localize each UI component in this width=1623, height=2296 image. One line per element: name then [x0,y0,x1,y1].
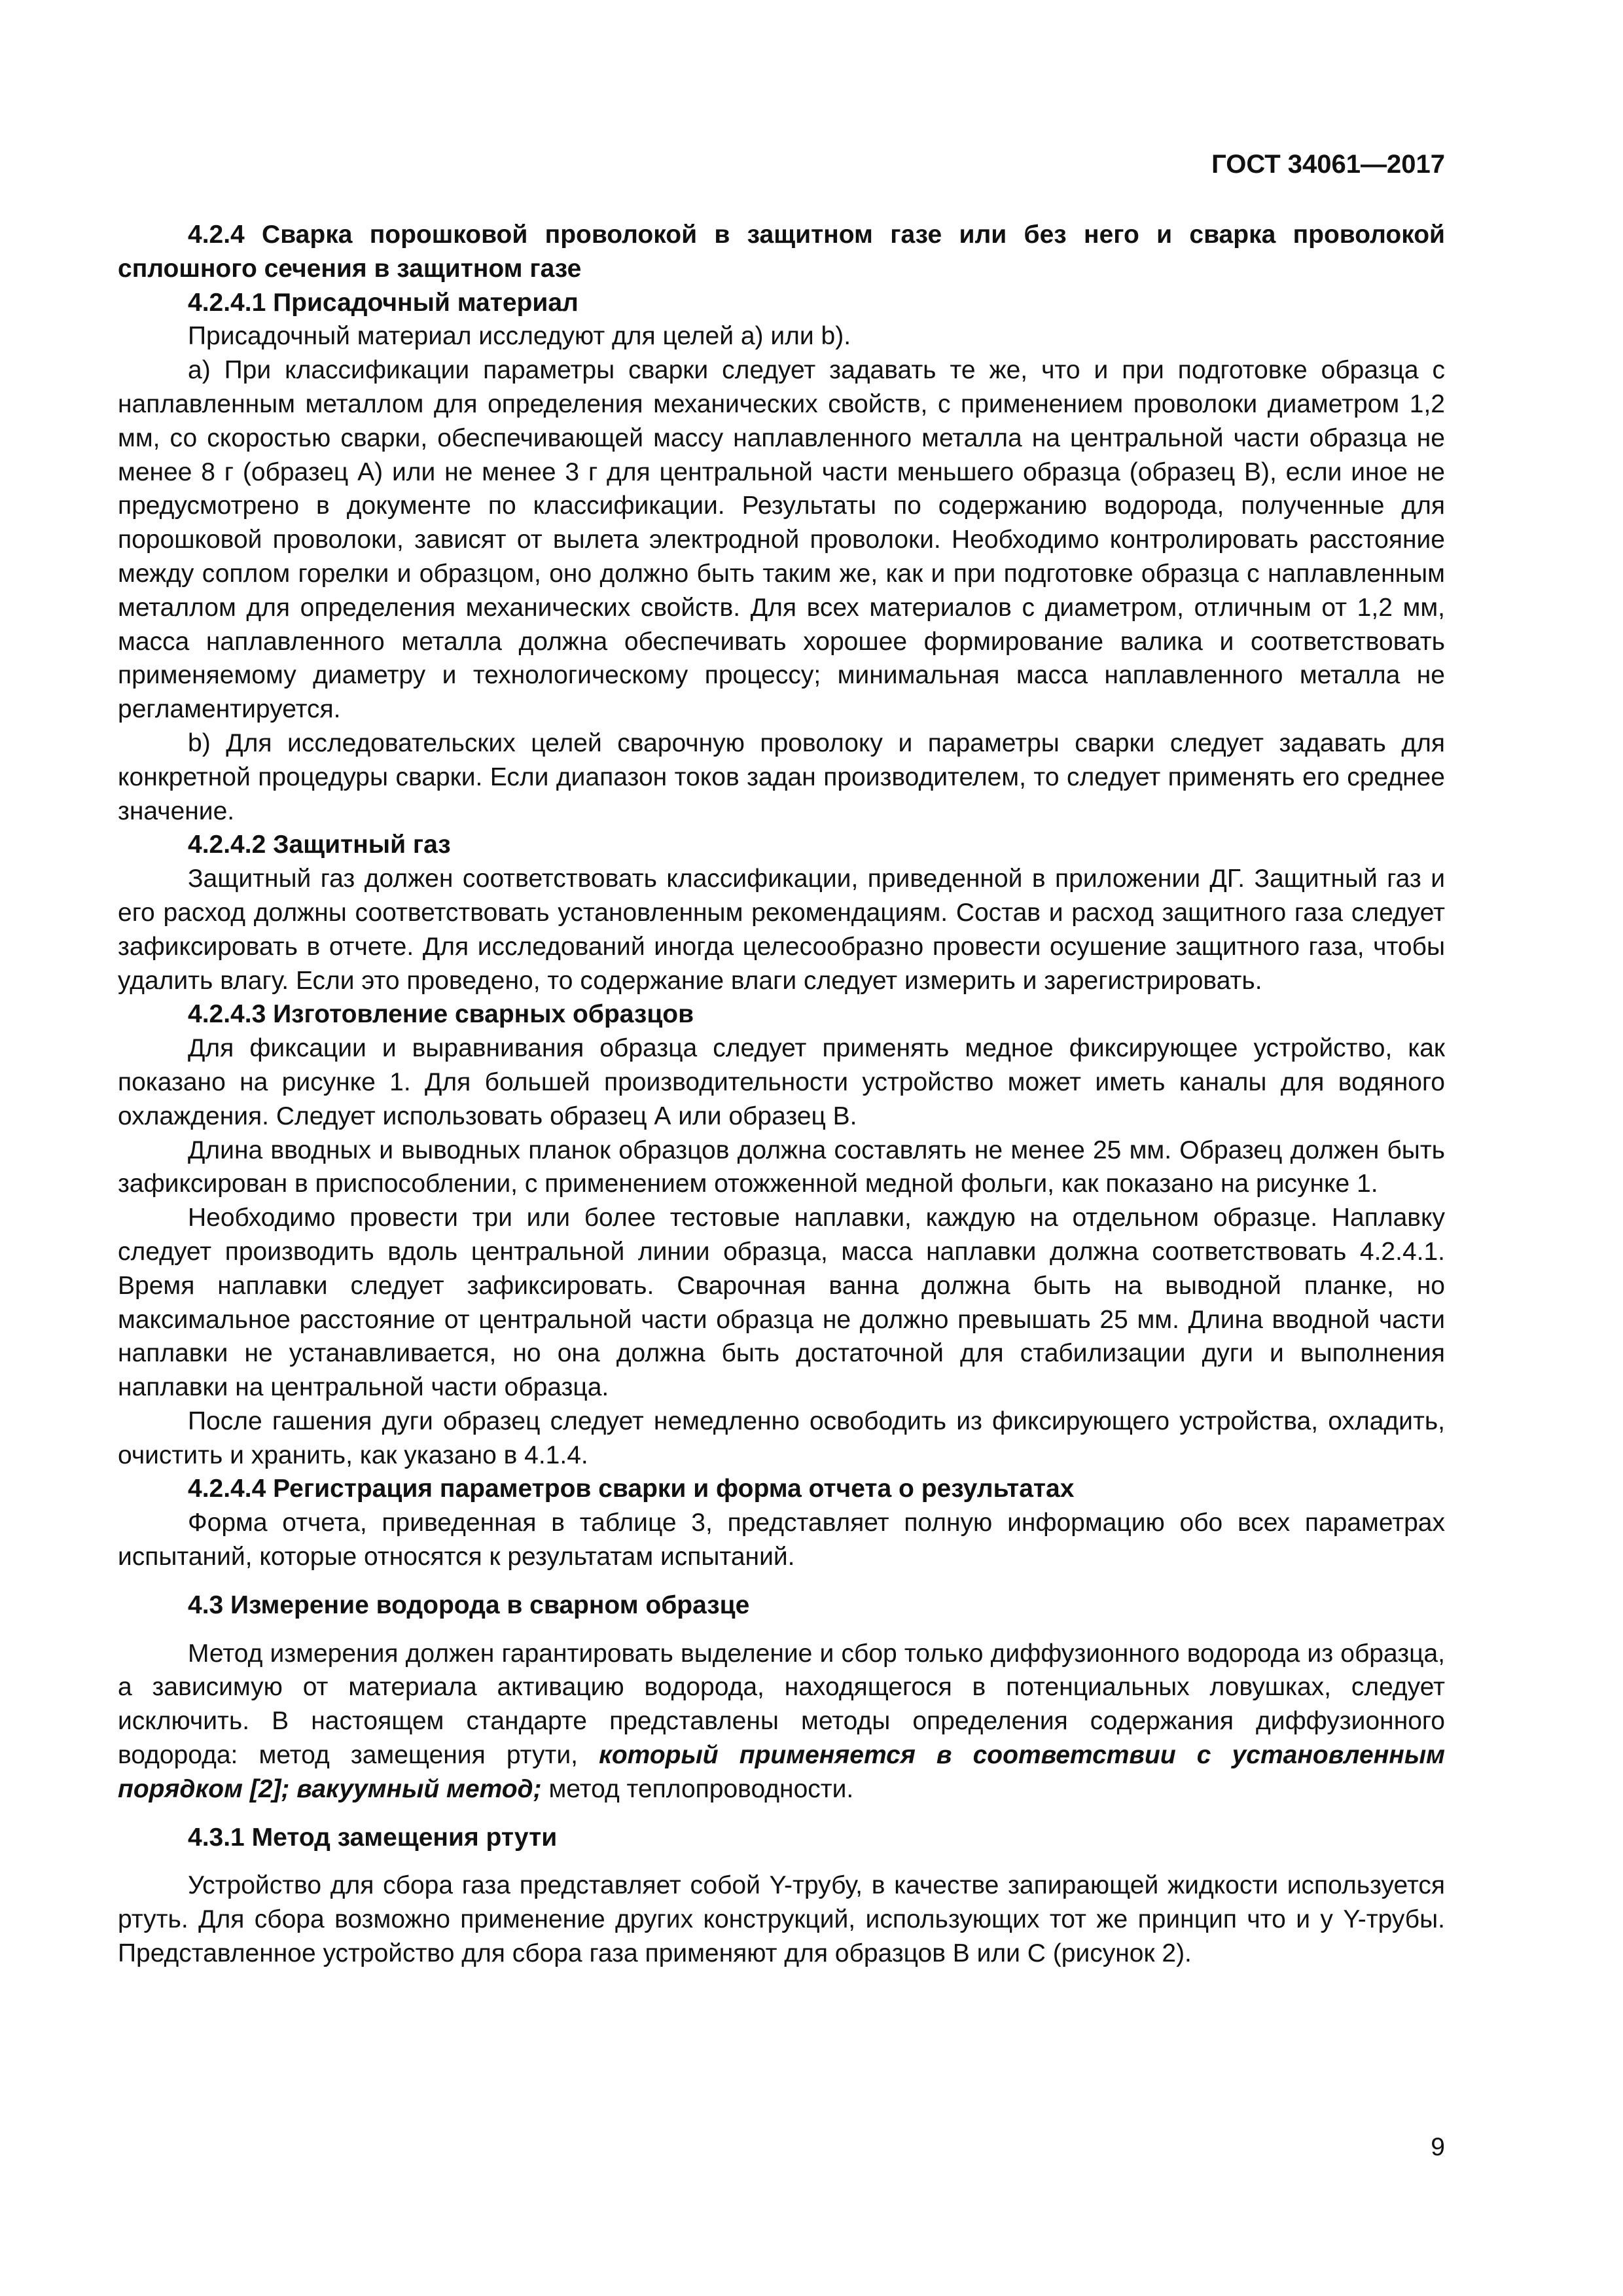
paragraph: Необходимо провести три или более тестовые наплавки, каждую на отдельном образце. Наплавку следует производить вдоль центральной линии образца, масса наплавки должна соответствовать 4.2.4.1. Время наплавки следует зафиксировать. Сварочная ванна должна быть на выводной планке, но максимальное расстояние от центральной части образца не должно превышать 25 мм. Длина вводной части наплавки не устанавливается, но она должна быть достаточной для стабилизации дуги и выполнения наплавки на центральной части образца. [118,1204,1445,1402]
paragraph-item-b: b) Для исследовательских целей сварочную проволоку и параметры сварки следует задавать для конкретной процедуры сварки. Если диапазон токов задан производителем, то следует применять его среднее значение. [118,728,1445,825]
standard-id: ГОСТ 34061—2017 [1211,150,1445,179]
paragraph: Длина вводных и выводных планок образцов должна составлять не менее 25 мм. Образец должен быть зафиксирован в приспособлении, с применением отожженной медной фольги, как показано на рисунке 1. [118,1136,1445,1198]
paragraph: Защитный газ должен соответствовать классификации, приведенной в приложении ДГ. Защитный газ и его расход должны соответствовать установленным рекомендациям. Состав и расход защитного газа следует зафиксировать в отчете. Для исследований иногда целесообразно провести осушение защитного газа, чтобы удалить влагу. Если это проведено, то содержание влаги следует измерить и зарегистрировать. [118,865,1445,995]
heading-4-2-4: 4.2.4 Сварка порошковой проволокой в защитном газе или без него и сварка проволокой сплошного сечения в защитном газе [118,221,1445,283]
heading-4-2-4-4: 4.2.4.4 Регистрация параметров сварки и форма отчета о результатах [188,1475,1075,1503]
page-number: 9 [1431,2133,1445,2161]
heading-4-2-4-2: 4.2.4.2 Защитный газ [188,831,451,859]
paragraph: Форма отчета, приведенная в таблице 3, представляет полную информацию обо всех параметрах испытаний, которые относятся к результатам испытаний. [118,1509,1445,1571]
methods-text-end: метод теплопроводности. [541,1774,854,1803]
paragraph: После гашения дуги образец следует немедленно освободить из фиксирующего устройства, охладить, очистить и хранить, как указано в 4.1.4. [118,1407,1445,1469]
paragraph-item-a: а) При классификации параметры сварки следует задавать те же, что и при подготовке образца с наплавленным металлом для определения механических свойств, с применением проволоки диаметром 1,2 мм, со скоростью сварки, обеспечивающей массу наплавленного металла на центральной части образца не менее 8 г (образец А) или не менее 3 г для центральной части меньшего образца (образец В), если иное не предусмотрено в документе по классификации. Результаты по содержанию водорода, полученные для порошковой проволоки, зависят от вылета электродной проволоки. Необходимо контролировать расстояние между соплом горелки и образцом, оно должно быть таким же, как и при подготовке образца с наплавленным металлом для определения механических свойств. Для всех материалов с диаметром, отличным от 1,2 мм, масса наплавленного металла должна обеспечивать хорошее формирование валика и соответствовать применяемому диаметру и технологическому процессу; минимальная масса наплавленного металла не регламентируется. [118,356,1445,724]
paragraph: Устройство для сбора газа представляет собой Y-трубу, в качестве запирающей жидкости используется ртуть. Для сбора возможно применение других конструкций, использующих тот же принцип что и у Y-трубы. Представленное устройство для сбора газа применяют для образцов В или С (рисунок 2). [118,1871,1445,1968]
document-page [118,147,1445,1971]
heading-4-3: 4.3 Измерение водорода в сварном образце [188,1590,750,1619]
heading-4-2-4-3: 4.2.4.3 Изготовление сварных образцов [188,1000,694,1029]
paragraph: Для фиксации и выравнивания образца следует применять медное фиксирующее устройство, как показано на рисунке 1. Для большей производительности устройство может иметь каналы для водяного охлаждения. Следует использовать образец А или образец В. [118,1034,1445,1130]
methods-emphasis: который применяется в соответствии с установленным порядком [2]; вакуумный метод; [118,1741,1445,1803]
methods-text: Метод измерения должен гарантировать выделение и сбор только диффузионного водорода из образца, а зависимую от материала активацию водорода, находящегося в потенциальных ловушках, следует исключить. В настоящем стандарте представлены методы определения содержания диффузионного водорода: метод замещения ртути, [118,1639,1445,1770]
paragraph: Присадочный материал исследуют для целей а) или b). [188,322,851,351]
heading-4-2-4-1: 4.2.4.1 Присадочный материал [188,288,579,317]
paragraph-methods [118,1637,1445,1806]
heading-4-3-1: 4.3.1 Метод замещения ртути [188,1823,558,1852]
